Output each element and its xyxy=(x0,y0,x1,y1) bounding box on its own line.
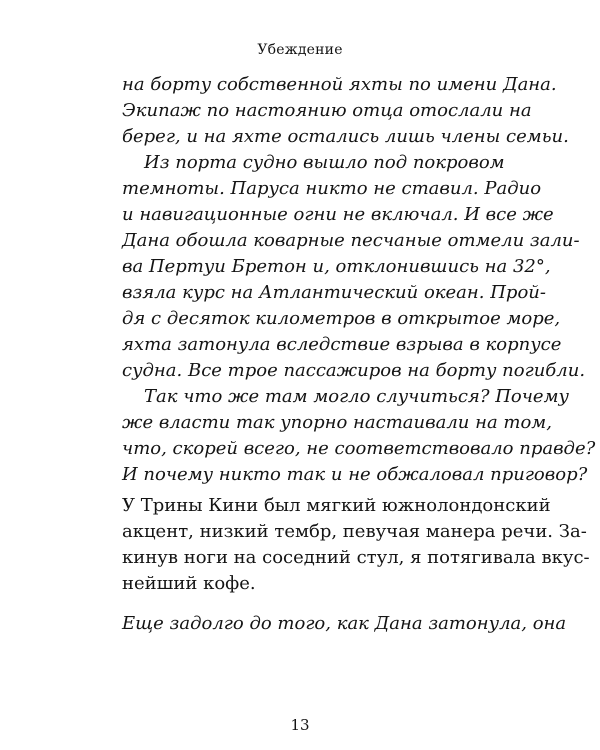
text-line: Так что же там могло случиться? Почему xyxy=(144,386,569,407)
text-line: У Трины Кини был мягкий южнолондонский xyxy=(122,495,551,516)
narration-paragraph xyxy=(122,493,590,597)
text-line: кинув ноги на соседний стул, я потягивала вкус- xyxy=(122,547,590,568)
text-line: же власти так упорно настаивали на том, xyxy=(122,412,552,433)
text-line: И почему никто так и не обжаловал приговор? xyxy=(122,464,588,485)
quote-block-2-lines xyxy=(122,611,567,637)
text-line: Еще задолго до того, как Дана затонула, она xyxy=(122,613,567,634)
text-line: берег, и на яхте остались лишь члены семьи. xyxy=(122,126,569,147)
quote-block-1 xyxy=(122,72,596,488)
text-line: яхта затонула вследствие взрыва в корпусе xyxy=(122,334,562,355)
text-line: Экипаж по настоянию отца отослали на xyxy=(122,100,532,121)
text-line: и навигационные огни не включал. И все же xyxy=(122,204,554,225)
page-number: 13 xyxy=(290,716,310,734)
text-line: темноты. Паруса никто не ставил. Радио xyxy=(122,178,542,199)
text-line: дя с десяток километров в открытое море, xyxy=(122,308,561,329)
text-line: нейший кофе. xyxy=(122,573,256,594)
text-line: на борту собственной яхты по имени Дана. xyxy=(122,74,557,95)
text-line: взяла курс на Атлантический океан. Прой- xyxy=(122,282,546,303)
text-line: что, скорей всего, не соответствовало правде? xyxy=(122,438,596,459)
text-line: акцент, низкий тембр, певучая манера речи. За- xyxy=(122,521,587,542)
text-line: Из порта судно вышло под покровом xyxy=(144,152,505,173)
running-header: Убеждение xyxy=(257,42,343,58)
text-line: Дана обошла коварные песчаные отмели зали- xyxy=(122,230,580,251)
text-line: судна. Все трое пассажиров на борту погибли. xyxy=(122,360,586,381)
text-line: ва Пертуи Бретон и, отклонившись на 32°, xyxy=(122,256,551,277)
